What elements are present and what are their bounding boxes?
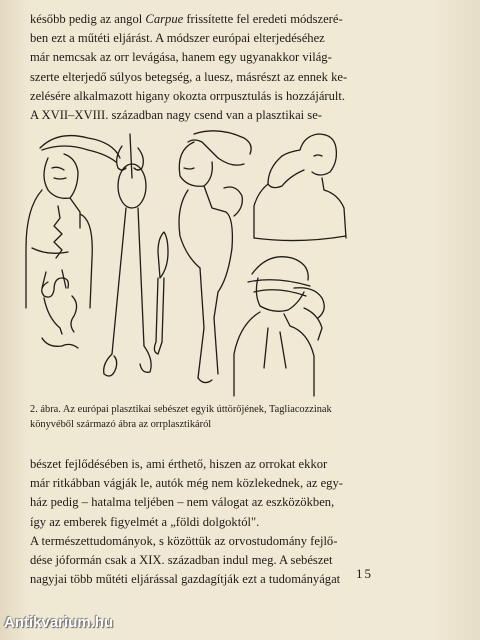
italic-name: Carpue	[145, 12, 184, 26]
text-line: A XVII–XVIII. században nagy csend van a plasztikai se-	[30, 107, 322, 122]
text-line: már nemcsak az orr levágása, hanem egy ugyanakkor világ-	[30, 50, 332, 65]
rhinoplasty-illustration	[18, 128, 466, 400]
caption-line: könyvéből származó ábra az orrplasztikáról	[30, 419, 212, 430]
text-line: nagyjai több műtéti eljárással gazdagítják ezt a tudományágat	[30, 572, 341, 587]
watermark-logo: Antikvarium.hu	[4, 614, 114, 631]
page-number: 15	[356, 566, 373, 581]
man-hand-to-face-figure	[254, 134, 346, 241]
text-line: ben ezt a műtéti eljárást. A módszer európai elterjedéséhez	[30, 31, 325, 46]
text-line: A természettudományok, s közöttük az orvostudomány fejlő-	[30, 533, 338, 548]
forceps-instrument	[104, 134, 151, 376]
scalpel-instrument	[154, 232, 168, 354]
text-line: később pedig az angol Carpue frissítette fel eredeti módszeré-	[30, 12, 343, 26]
caption-line: 2. ábra. Az európai plasztikai sebészet egyik úttörőjének, Tagliacozzinak	[30, 404, 332, 415]
text-line: ház pedig – hatalma teljében – nem válogat az eszközökben,	[30, 495, 335, 510]
paragraph-bottom	[30, 455, 460, 589]
text-line: zelésére alkalmazott higany okozta orrpusztulás is hozzájárult.	[30, 88, 346, 103]
text-line: dése jóformán csak a XIX. században indul meg. A sebészet	[30, 552, 333, 567]
illustration-drawing	[18, 128, 466, 400]
text-line: bészet fejlődésében is, ami érthető, hiszen az orrokat ekkor	[30, 457, 328, 471]
bandaged-man-figure	[234, 257, 324, 396]
paragraph-top	[30, 10, 460, 125]
text-line: szerte elterjedő súlyos betegség, a luesz, másrészt az ennek ke-	[30, 69, 348, 84]
text-line: már ritkábban vágják le, autók még nem közlekednek, az egy-	[30, 476, 343, 491]
hook-instruments	[42, 278, 78, 348]
bandaged-patient-figure	[26, 136, 120, 308]
text-line: így az emberek figyelmét a „földi dolgoktól".	[30, 514, 260, 529]
arm-over-head-figure	[179, 131, 251, 383]
figure-caption	[30, 402, 460, 432]
